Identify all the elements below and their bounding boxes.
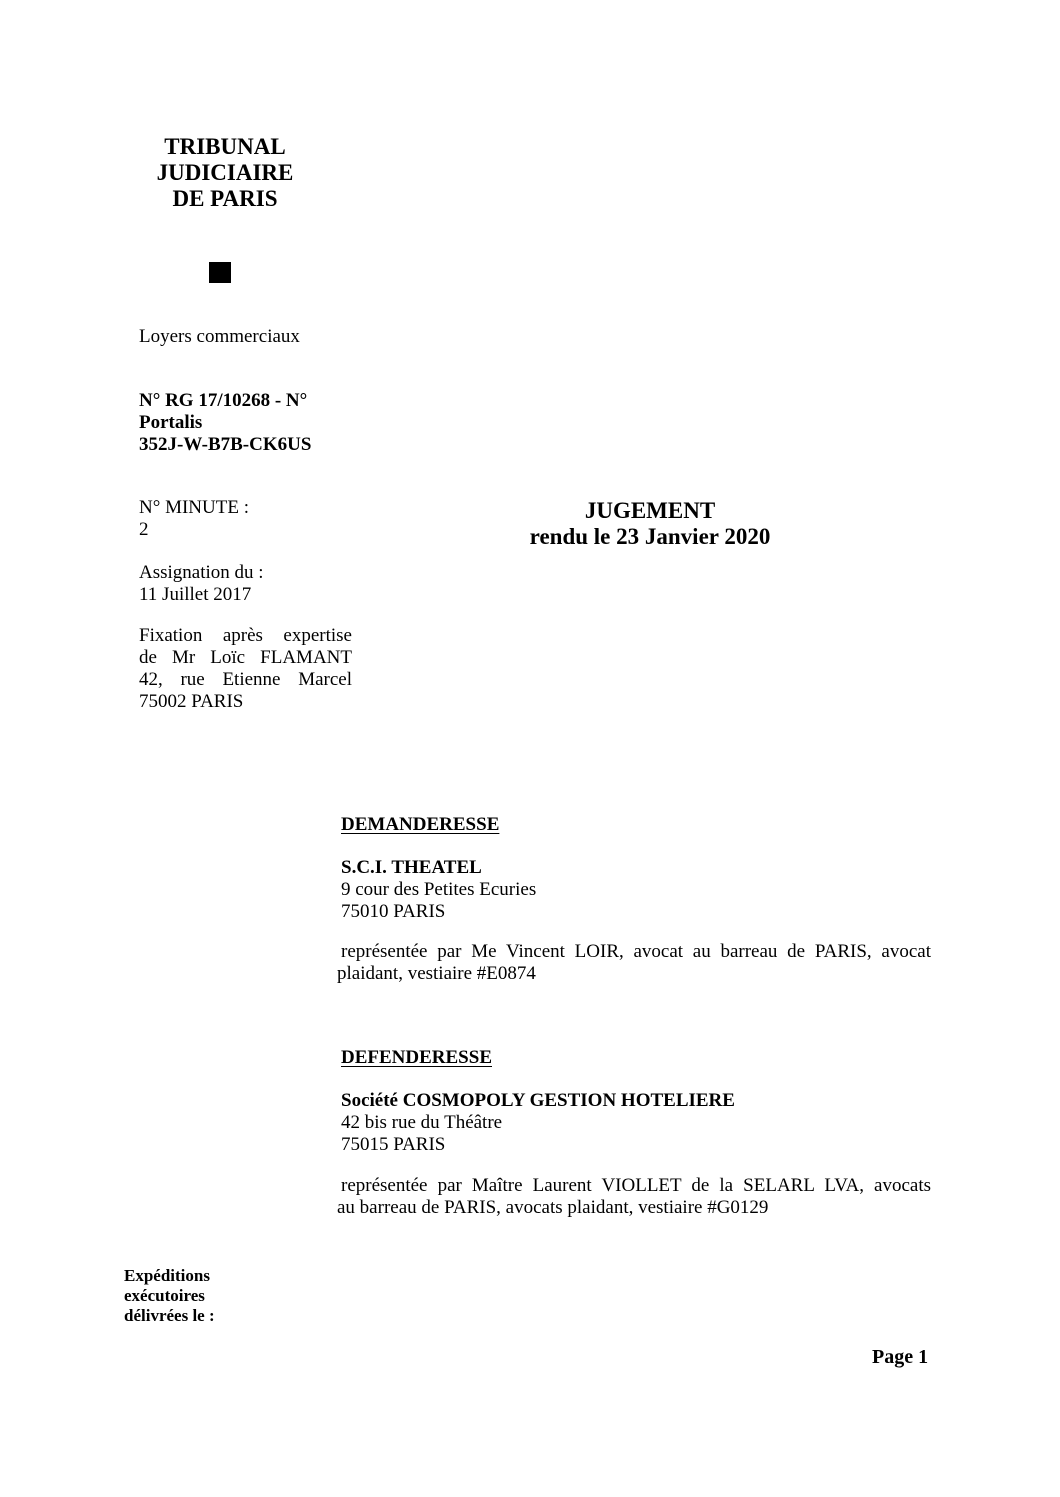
fixation-line-4: 75002 PARIS (139, 691, 244, 712)
expeditions-line-1: Expéditions (124, 1266, 210, 1285)
minute-number (139, 497, 249, 541)
rg-line-1: N° RG 17/10268 - N° (139, 390, 308, 411)
defendant-rep-line-2: au barreau de PARIS, avocats plaidant, vestiaire #G0129 (337, 1197, 769, 1218)
plaintiff-address-1: 9 cour des Petites Ecuries (341, 879, 537, 900)
defendant-block (341, 1090, 735, 1156)
plaintiff-address-2: 75010 PARIS (341, 901, 446, 922)
fixation-line-2: de Mr Loïc FLAMANT (139, 647, 352, 668)
defendant-representation (337, 1175, 931, 1219)
judgment-title (400, 498, 900, 550)
fixation-line-1: Fixation après expertise (139, 625, 352, 646)
page-number: Page 1 (872, 1346, 929, 1368)
defendant-address-1: 42 bis rue du Théâtre (341, 1112, 503, 1133)
expeditions-note (124, 1266, 215, 1326)
fixation-note (139, 625, 352, 713)
plaintiff-representation (337, 941, 931, 985)
court-line-3: DE PARIS (172, 186, 278, 211)
plaintiff-block (341, 857, 536, 923)
assignation-date: 11 Juillet 2017 (139, 584, 252, 605)
rg-line-2: Portalis (139, 412, 203, 433)
defendant-address-2: 75015 PARIS (341, 1134, 446, 1155)
court-name (134, 134, 316, 212)
rg-number (139, 390, 311, 456)
redaction-square-icon (209, 262, 231, 283)
plaintiff-rep-line-2: plaidant, vestiaire #E0874 (337, 963, 536, 984)
minute-label: N° MINUTE : (139, 497, 249, 518)
plaintiff-name: S.C.I. THEATEL (341, 857, 482, 878)
defendant-rep-line-1: représentée par Maître Laurent VIOLLET de la SELARL LVA, avocats (341, 1175, 931, 1196)
court-line-2: JUDICIAIRE (156, 160, 294, 185)
minute-value: 2 (139, 519, 149, 540)
judgment-heading: JUGEMENT (584, 498, 716, 523)
expeditions-line-3: délivrées le : (124, 1306, 215, 1325)
plaintiff-heading: DEMANDERESSE (341, 814, 500, 835)
judgment-date: rendu le 23 Janvier 2020 (529, 524, 771, 549)
assignation-label: Assignation du : (139, 562, 264, 583)
assignation (139, 562, 264, 606)
fixation-line-3: 42, rue Etienne Marcel (139, 669, 352, 690)
defendant-name: Société COSMOPOLY GESTION HOTELIERE (341, 1090, 735, 1111)
court-line-1: TRIBUNAL (164, 134, 286, 159)
expeditions-line-2: exécutoires (124, 1286, 205, 1305)
rg-line-3: 352J-W-B7B-CK6US (139, 434, 312, 455)
defendant-heading: DEFENDERESSE (341, 1047, 492, 1068)
plaintiff-rep-line-1: représentée par Me Vincent LOIR, avocat au barreau de PARIS, avocat (341, 941, 931, 962)
matter-type: Loyers commerciaux (139, 326, 300, 347)
